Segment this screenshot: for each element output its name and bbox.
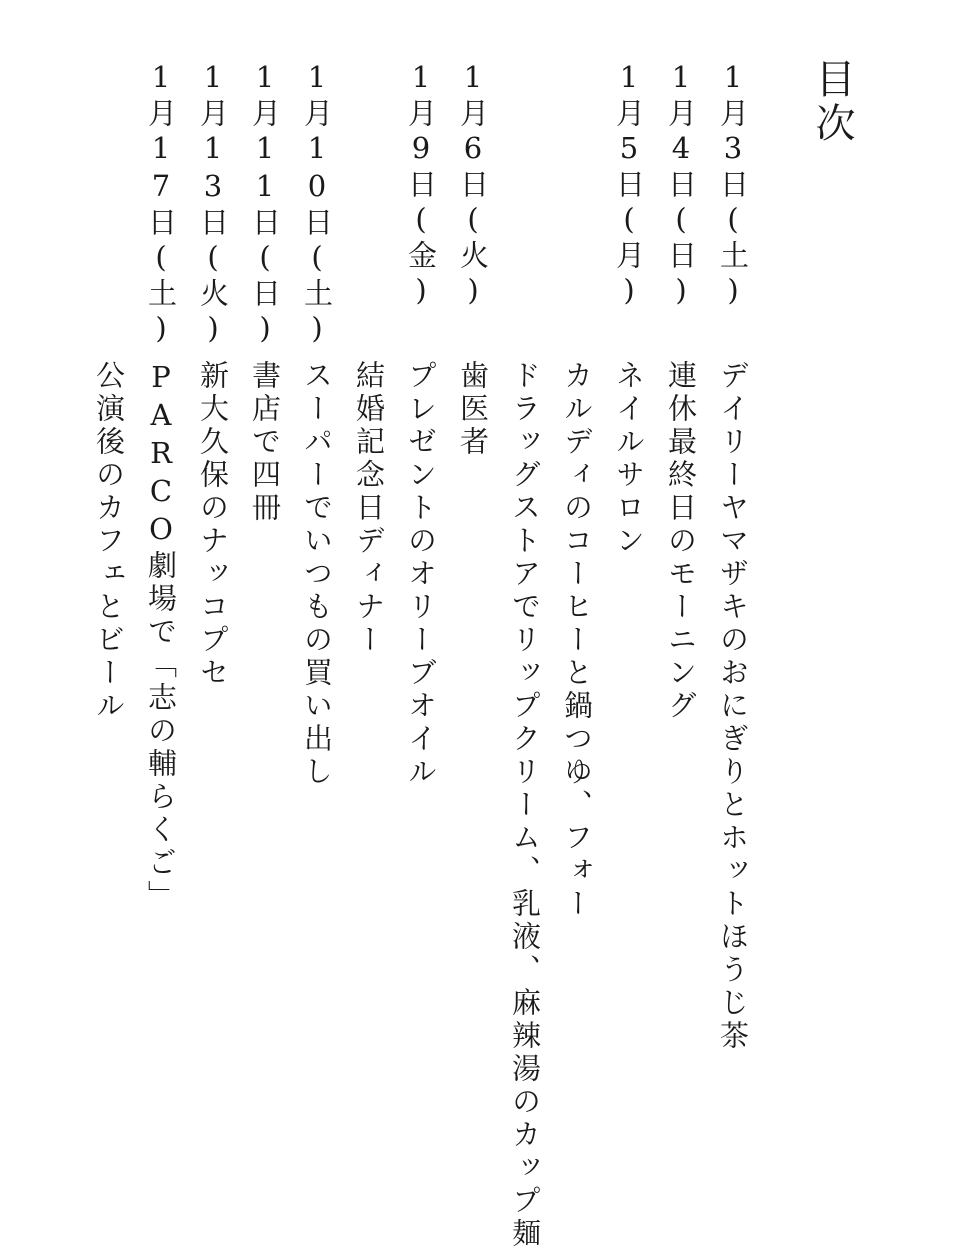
toc-date: 1月9日(金)	[404, 60, 438, 311]
toc-entry-title: スーパーでいつもの買い出し	[300, 360, 334, 789]
toc-date: 1月17日(土)	[144, 60, 178, 349]
toc-entry-title: 歯医者	[456, 360, 490, 459]
toc-entry-title: カルディのコーヒーと鍋つゆ、フォー	[560, 360, 594, 921]
toc-date: 1月6日(火)	[456, 60, 490, 311]
toc-entry-title: 公演後のカフェとビール	[92, 360, 126, 723]
toc-entry-title: デイリーヤマザキのおにぎりとホットほうじ茶	[716, 360, 750, 1053]
toc-date: 1月5日(月)	[612, 60, 646, 311]
toc-entry-title: 書店で四冊	[248, 360, 282, 525]
toc-entry-title: ドラッグストアでリップクリーム、乳液、麻辣湯のカップ麺	[508, 360, 542, 1251]
toc-entry-title: PARCO劇場で「志の輔らくご」	[144, 360, 178, 913]
toc-date: 1月10日(土)	[300, 60, 334, 349]
toc-entry-title: ネイルサロン	[612, 360, 646, 558]
toc-entry-title: 連休最終日のモーニング	[664, 360, 698, 723]
toc-date: 1月11日(日)	[248, 60, 282, 349]
toc-entry-title: 結婚記念日ディナー	[352, 360, 386, 657]
toc-date: 1月4日(日)	[664, 60, 698, 311]
toc-date: 1月13日(火)	[196, 60, 230, 349]
toc-date: 1月3日(土)	[716, 60, 750, 311]
toc-entry-title: プレゼントのオリーブオイル	[404, 360, 438, 789]
toc-entry-title: 新大久保のナッコプセ	[196, 360, 230, 690]
page-title: 目次	[809, 58, 855, 146]
